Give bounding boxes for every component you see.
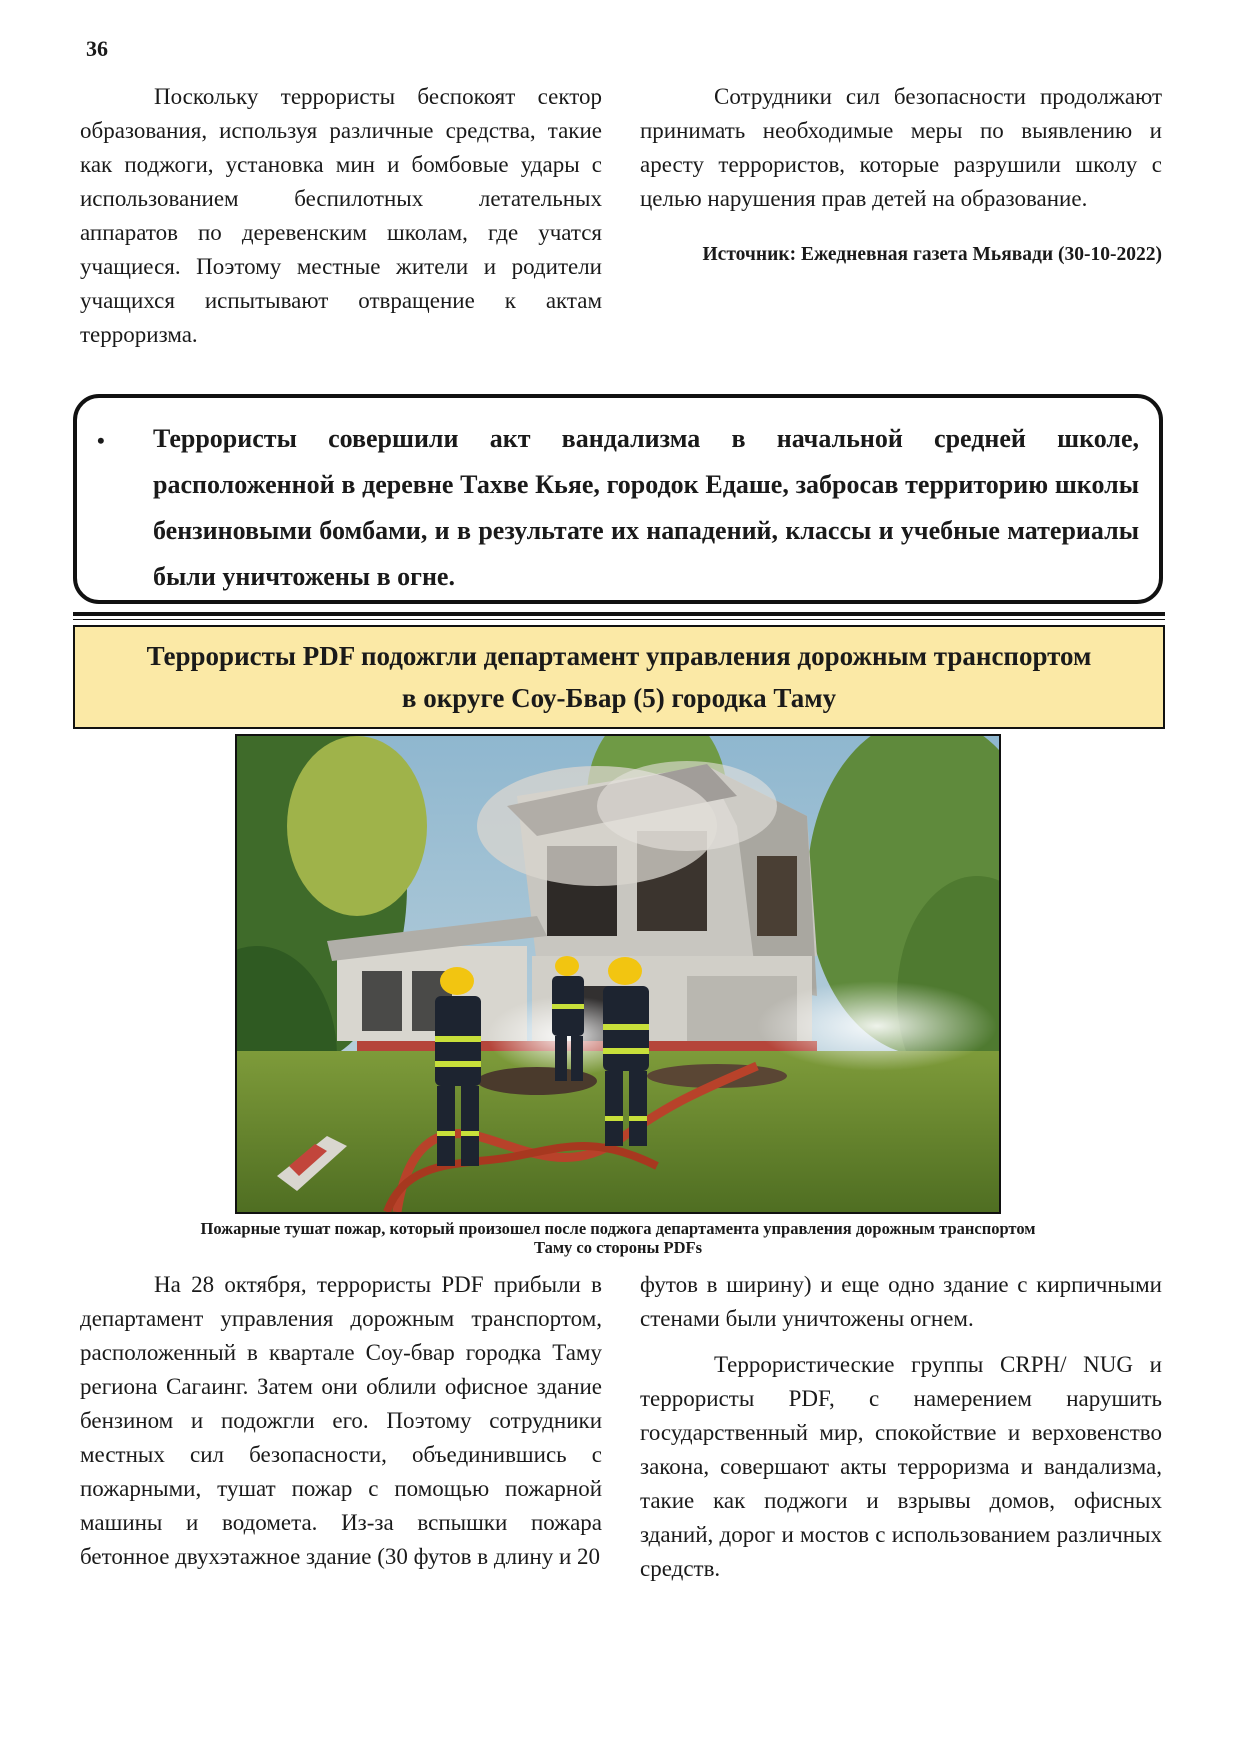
- section-divider-thick: [73, 612, 1165, 616]
- article-right-paragraph-2: Террористические группы CRPH/ NUG и террористы PDF, с намерением нарушить государственный мир, спокойствие и верховенство закона, совершают акты терроризма и вандализма, такие как поджоги и взрывы домов, офисных зданий, дорог и мостов с использованием различных средств.: [640, 1352, 1162, 1581]
- article-right-column: [640, 1268, 1162, 1586]
- source-citation: Источник: Ежедневная газета Мьявади (30-10-2022): [702, 244, 1162, 265]
- fire-photo-illustration: [237, 736, 999, 1212]
- bullet-icon: •: [97, 428, 105, 453]
- section-divider-thin: [73, 619, 1165, 620]
- page-number: 36: [86, 36, 108, 61]
- article-left-paragraph: На 28 октября, террористы PDF прибыли в департамент управления дорожным транспортом, расположенный в квартале Соу-бвар городка Таму региона Сагаинг. Затем они облили офисное здание бензином и подожгли его. Поэтому сотрудники местных сил безопасности, объединившись с пожарными, тушат пожар с помощью пожарной машины и водомета. Из-за вспышки пожара бетонное двухэтажное здание (30 футов в длину и 20: [80, 1272, 602, 1569]
- top-left-column: [80, 80, 602, 352]
- fire-photo: [235, 734, 1001, 1214]
- photo-caption: Пожарные тушат пожар, который произошел после поджога департамента управления дорожным транспортом Таму со стороны PDFs: [200, 1219, 1036, 1257]
- highlight-box: [73, 394, 1163, 604]
- highlight-text: Террористы совершили акт вандализма в начальной средней школе, расположенной в деревне Тахве Кьяе, городок Едаше, забросав территорию школы бензиновыми бомбами, и в результате их нападений, классы и учебные материалы были уничтожены в огне.: [153, 424, 1139, 591]
- top-left-paragraph: Поскольку террористы беспокоят сектор образования, используя различные средства, такие как поджоги, установка мин и бомбовые удары с использованием беспилотных летательных аппаратов по деревенским школам, где учатся учащиеся. Поэтому местные жители и родители учащихся испытывают отвращение к актам терроризма.: [80, 84, 602, 347]
- article-left-column: [80, 1268, 602, 1574]
- top-right-column: [640, 80, 1162, 272]
- article-right-paragraph-continued: футов в ширину) и еще одно здание с кирпичными стенами были уничтожены огнем.: [640, 1272, 1162, 1331]
- article-headline-box: [73, 625, 1165, 729]
- article-headline: Террористы PDF подожгли департамент управления дорожным транспортом в округе Соу-Бвар (5) городка Таму: [146, 641, 1092, 713]
- top-right-paragraph: Сотрудники сил безопасности продолжают принимать необходимые меры по выявлению и аресту террористов, которые разрушили школу с целью нарушения прав детей на образование.: [640, 84, 1162, 211]
